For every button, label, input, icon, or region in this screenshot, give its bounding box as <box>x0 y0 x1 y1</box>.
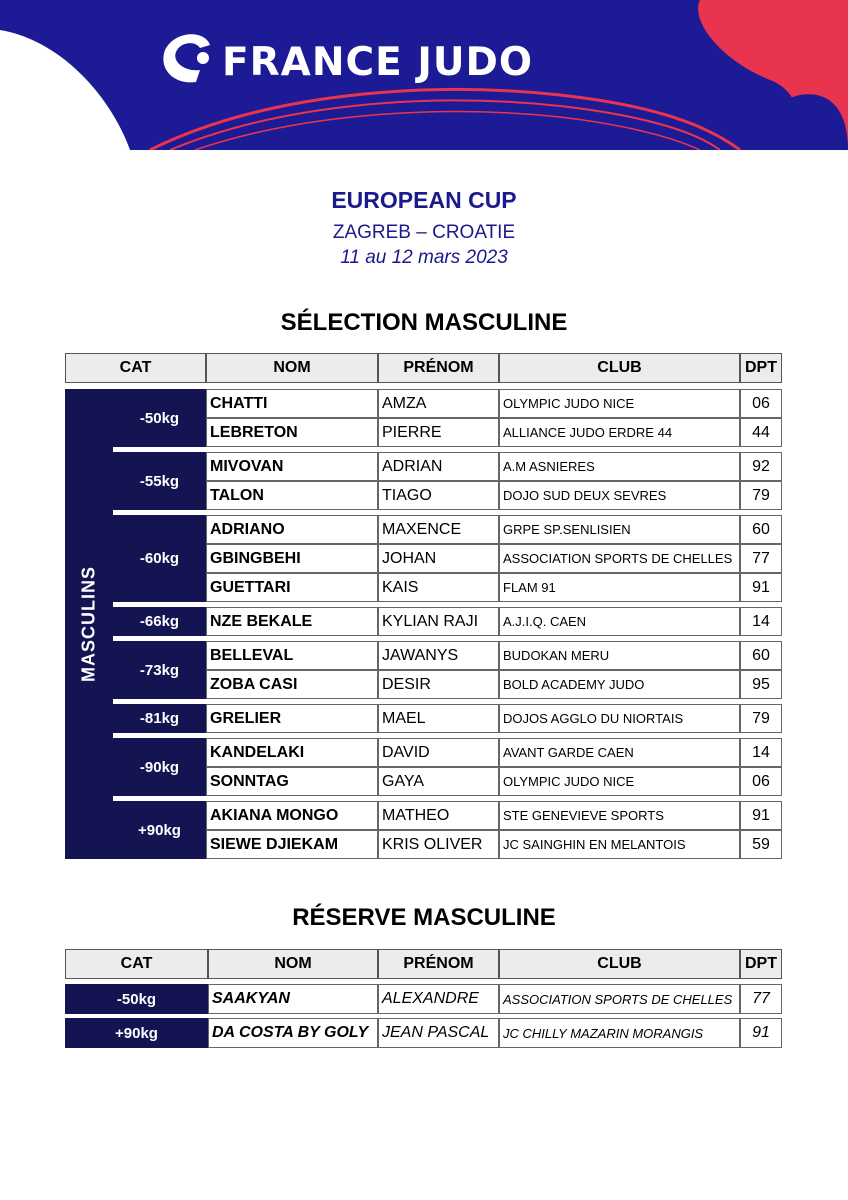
athlete-nom: GUETTARI <box>206 573 378 602</box>
reserve-category-cell: +90kg <box>65 1018 208 1048</box>
reserve-club: ASSOCIATION SPORTS DE CHELLES <box>499 984 740 1014</box>
category-cell: -90kg <box>113 738 206 796</box>
reserve-title: RÉSERVE MASCULINE <box>292 904 556 931</box>
athlete-prenom: KRIS OLIVER <box>378 830 499 859</box>
athlete-club: BUDOKAN MERU <box>499 641 740 670</box>
event-dates: 11 au 12 mars 2023 <box>340 247 508 268</box>
athlete-prenom: DAVID <box>378 738 499 767</box>
reserve-club: JC CHILLY MAZARIN MORANGIS <box>499 1018 740 1048</box>
athlete-prenom: MATHEO <box>378 801 499 830</box>
group-label-cell <box>65 389 113 859</box>
category-cell: -73kg <box>113 641 206 699</box>
athlete-nom: NZE BEKALE <box>206 607 378 636</box>
athlete-nom: BELLEVAL <box>206 641 378 670</box>
athlete-club: DOJOS AGGLO DU NIORTAIS <box>499 704 740 733</box>
athlete-dpt: 79 <box>740 704 782 733</box>
athlete-dpt: 44 <box>740 418 782 447</box>
athlete-club: OLYMPIC JUDO NICE <box>499 389 740 418</box>
athlete-dpt: 79 <box>740 481 782 510</box>
header-prenom: PRÉNOM <box>378 353 499 383</box>
reserve-header-nom: NOM <box>208 949 378 979</box>
athlete-club: FLAM 91 <box>499 573 740 602</box>
reserve-dpt: 77 <box>740 984 782 1014</box>
reserve-dpt: 91 <box>740 1018 782 1048</box>
athlete-nom: CHATTI <box>206 389 378 418</box>
event-location: ZAGREB – CROATIE <box>332 222 516 243</box>
athlete-dpt: 92 <box>740 452 782 481</box>
category-cell: -55kg <box>113 452 206 510</box>
category-cell: -66kg <box>113 607 206 636</box>
athlete-dpt: 06 <box>740 389 782 418</box>
header-nom: NOM <box>206 353 378 383</box>
reserve-header-cat: CAT <box>65 949 208 979</box>
reserve-category-cell: -50kg <box>65 984 208 1014</box>
athlete-prenom: AMZA <box>378 389 499 418</box>
athlete-prenom: DESIR <box>378 670 499 699</box>
athlete-club: OLYMPIC JUDO NICE <box>499 767 740 796</box>
category-cell: +90kg <box>113 801 206 859</box>
athlete-nom: SONNTAG <box>206 767 378 796</box>
athlete-dpt: 91 <box>740 801 782 830</box>
athlete-dpt: 60 <box>740 515 782 544</box>
header-dpt: DPT <box>740 353 782 383</box>
athlete-club: BOLD ACADEMY JUDO <box>499 670 740 699</box>
athlete-dpt: 14 <box>740 607 782 636</box>
athlete-club: STE GENEVIEVE SPORTS <box>499 801 740 830</box>
athlete-nom: SIEWE DJIEKAM <box>206 830 378 859</box>
athlete-club: GRPE SP.SENLISIEN <box>499 515 740 544</box>
category-cell: -60kg <box>113 515 206 602</box>
selection-title: SÉLECTION MASCULINE <box>280 309 568 336</box>
athlete-club: ASSOCIATION SPORTS DE CHELLES <box>499 544 740 573</box>
reserve-nom: DA COSTA BY GOLY <box>208 1018 378 1048</box>
athlete-prenom: KYLIAN RAJI <box>378 607 499 636</box>
athlete-nom: ADRIANO <box>206 515 378 544</box>
athlete-prenom: JAWANYS <box>378 641 499 670</box>
athlete-prenom: JOHAN <box>378 544 499 573</box>
athlete-club: JC SAINGHIN EN MELANTOIS <box>499 830 740 859</box>
reserve-header-prenom: PRÉNOM <box>378 949 499 979</box>
athlete-club: A.M ASNIERES <box>499 452 740 481</box>
athlete-nom: AKIANA MONGO <box>206 801 378 830</box>
athlete-dpt: 14 <box>740 738 782 767</box>
athlete-prenom: KAIS <box>378 573 499 602</box>
athlete-club: ALLIANCE JUDO ERDRE 44 <box>499 418 740 447</box>
reserve-prenom: ALEXANDRE <box>378 984 499 1014</box>
event-title: EUROPEAN CUP <box>331 187 517 213</box>
reserve-header-club: CLUB <box>499 949 740 979</box>
category-cell: -50kg <box>113 389 206 447</box>
athlete-nom: LEBRETON <box>206 418 378 447</box>
athlete-nom: ZOBA CASI <box>206 670 378 699</box>
category-cell: -81kg <box>113 704 206 733</box>
athlete-dpt: 06 <box>740 767 782 796</box>
athlete-prenom: GAYA <box>378 767 499 796</box>
athlete-prenom: TIAGO <box>378 481 499 510</box>
reserve-header-dpt: DPT <box>740 949 782 979</box>
athlete-dpt: 60 <box>740 641 782 670</box>
athlete-club: DOJO SUD DEUX SEVRES <box>499 481 740 510</box>
athlete-prenom: PIERRE <box>378 418 499 447</box>
athlete-dpt: 91 <box>740 573 782 602</box>
header-cat: CAT <box>65 353 206 383</box>
athlete-nom: TALON <box>206 481 378 510</box>
header-club: CLUB <box>499 353 740 383</box>
reserve-nom: SAAKYAN <box>208 984 378 1014</box>
athlete-club: A.J.I.Q. CAEN <box>499 607 740 636</box>
athlete-dpt: 59 <box>740 830 782 859</box>
athlete-dpt: 95 <box>740 670 782 699</box>
athlete-nom: MIVOVAN <box>206 452 378 481</box>
athlete-prenom: MAEL <box>378 704 499 733</box>
group-label: MASCULINS <box>78 566 99 682</box>
header-banner <box>0 0 848 150</box>
athlete-prenom: ADRIAN <box>378 452 499 481</box>
athlete-prenom: MAXENCE <box>378 515 499 544</box>
athlete-nom: GRELIER <box>206 704 378 733</box>
athlete-nom: GBINGBEHI <box>206 544 378 573</box>
athlete-dpt: 77 <box>740 544 782 573</box>
brand-title: FRANCE JUDO <box>222 40 534 85</box>
athlete-club: AVANT GARDE CAEN <box>499 738 740 767</box>
athlete-nom: KANDELAKI <box>206 738 378 767</box>
reserve-prenom: JEAN PASCAL <box>378 1018 499 1048</box>
